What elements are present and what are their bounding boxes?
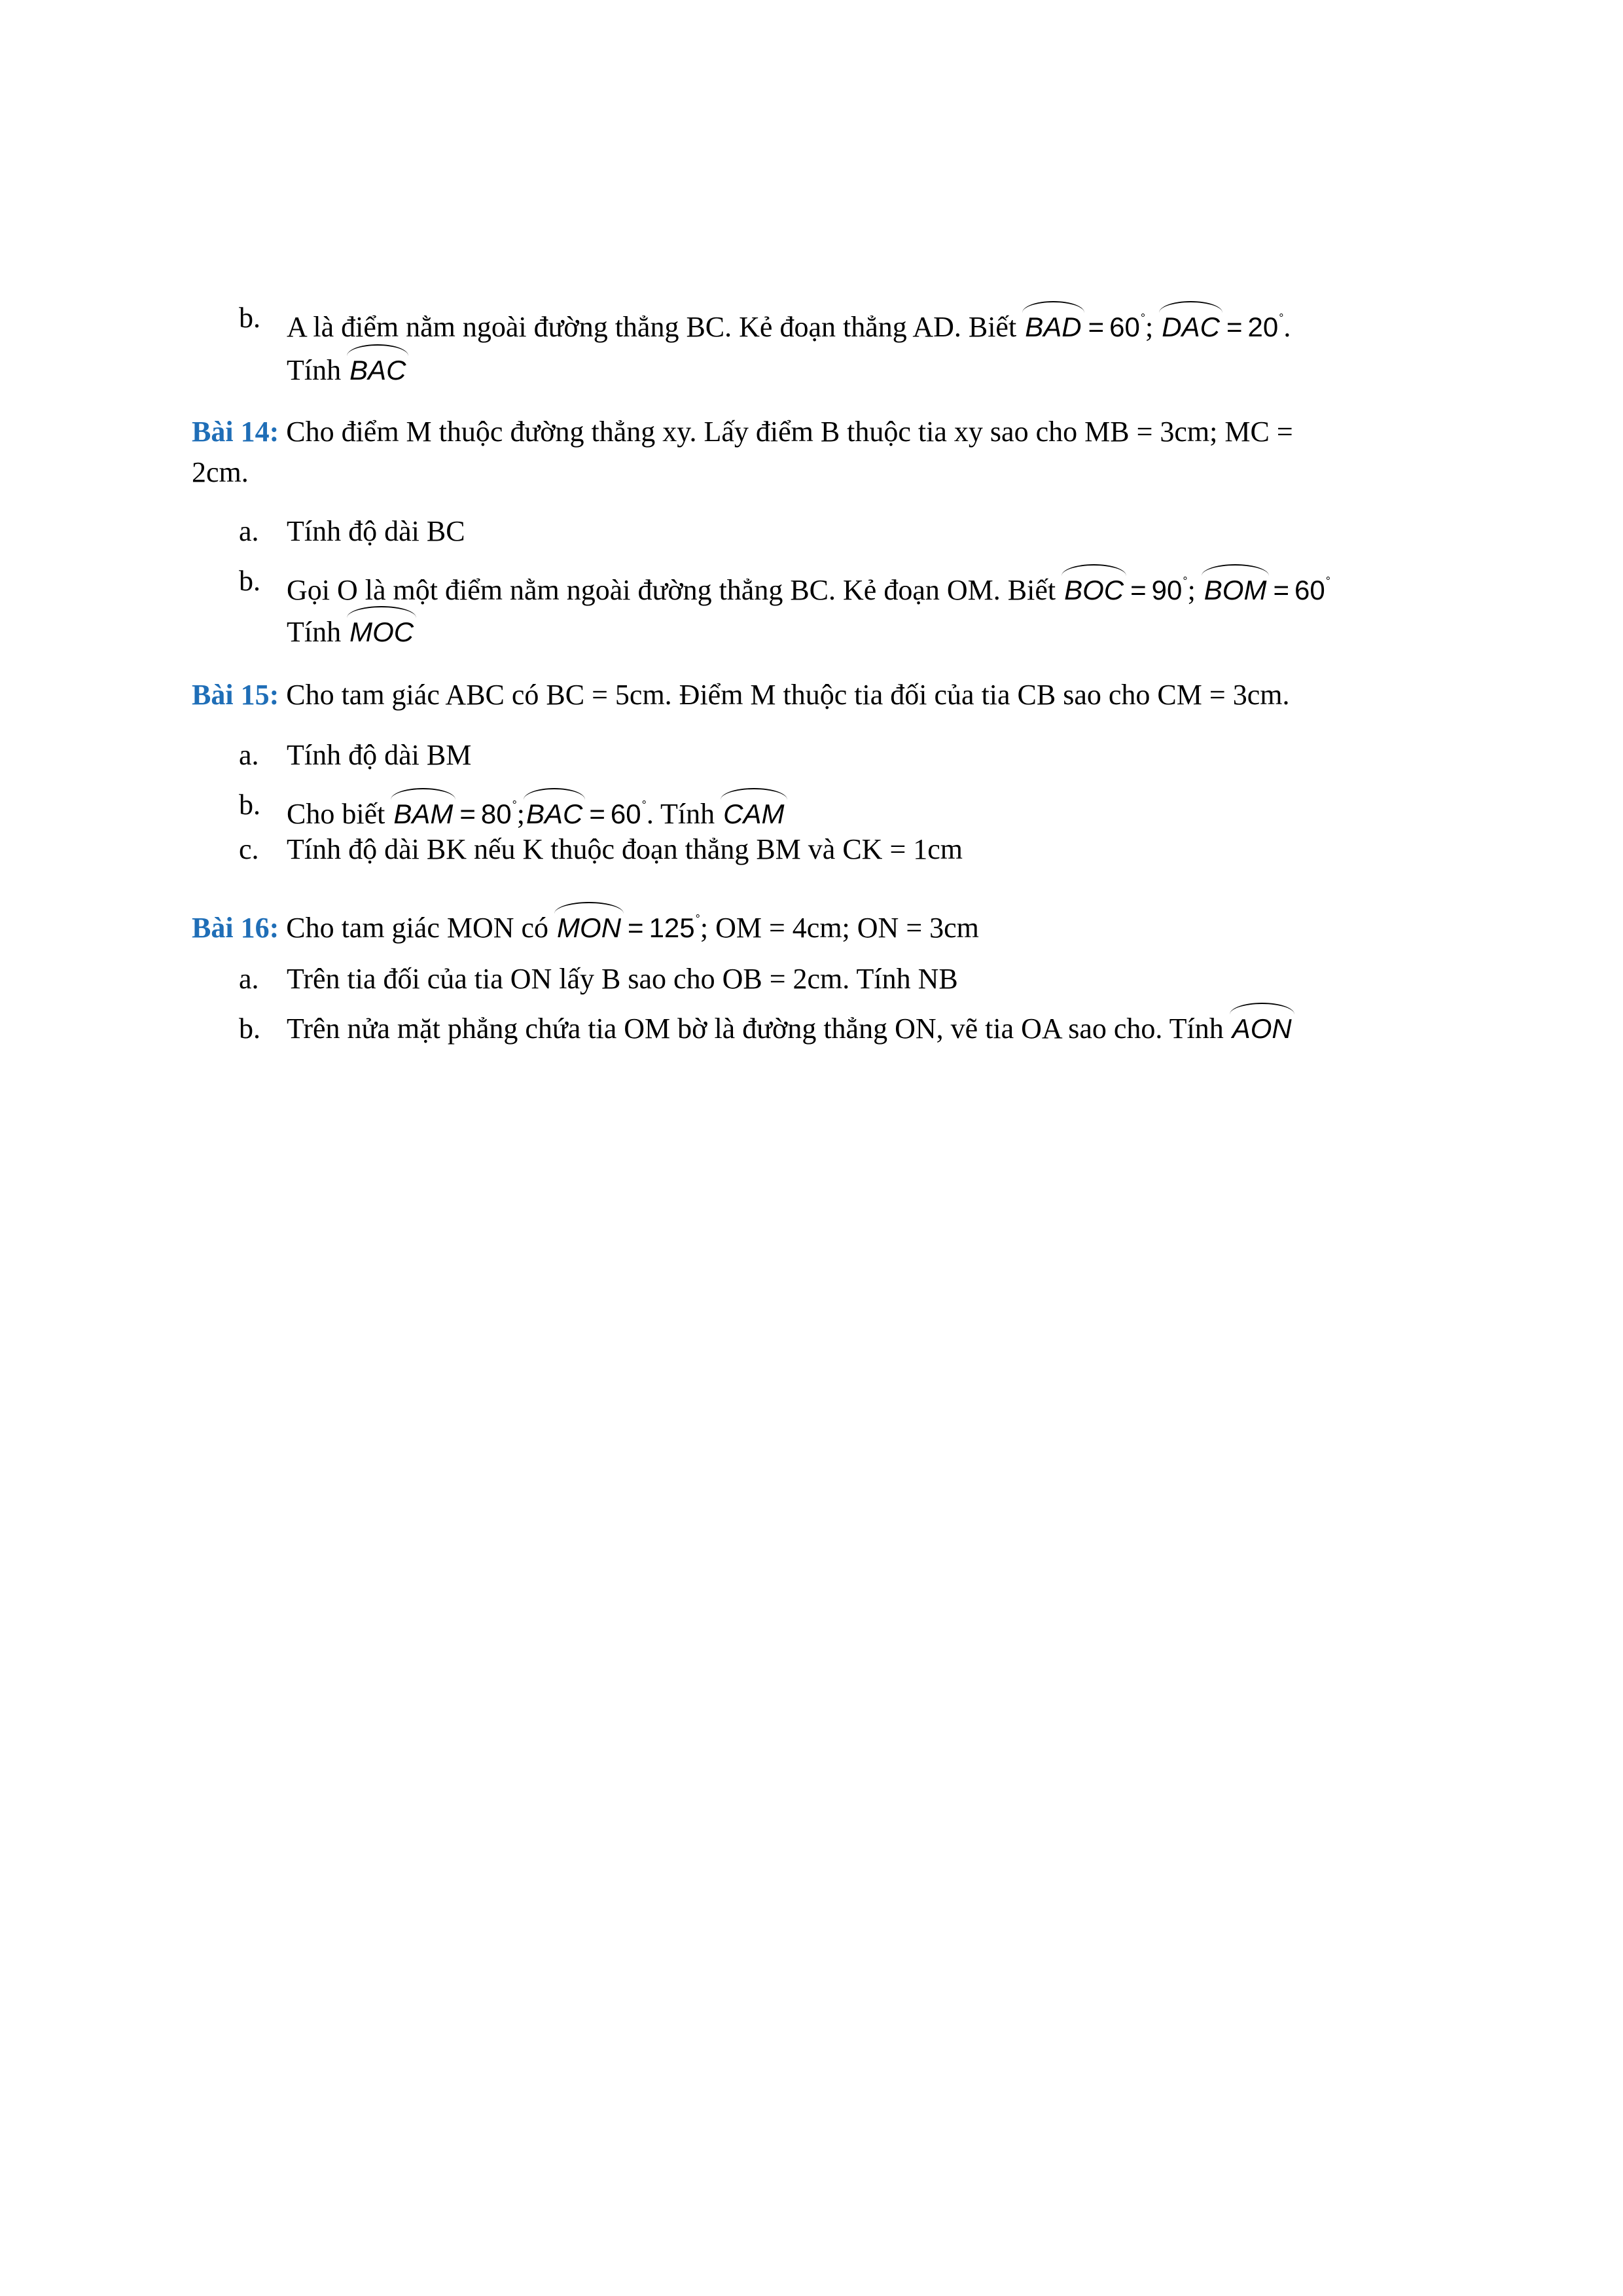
bai15-c-label: c. <box>239 833 259 865</box>
bai14-a-label: a. <box>239 515 259 547</box>
angle-boc: BOC <box>1063 571 1125 610</box>
bai16-a-text: Trên tia đối của tia ON lấy B sao cho OB = 2cm. Tính NB <box>287 963 958 995</box>
angle-bad: BAD <box>1024 308 1082 347</box>
bai14-a-text: Tính độ dài BC <box>287 515 465 547</box>
bai13-b-line1: A là điểm nằm ngoài đường thẳng BC. Kẻ đoạn thẳng AD. Biết BAD = 60°; DAC = 20°. <box>287 298 1291 347</box>
bai16-b-label: b. <box>239 1013 260 1045</box>
bai15-heading: Bài 15: <box>192 679 279 711</box>
angle-dac: DAC <box>1160 308 1221 347</box>
bai15-a-label: a. <box>239 739 259 771</box>
angle-bom: BOM <box>1203 571 1268 610</box>
bai14-heading: Bài 14: <box>192 416 279 448</box>
bai15-b-label: b. <box>239 789 260 821</box>
bai13-b-line2: Tính BAC <box>287 351 407 390</box>
bai14-statement: Bài 14: Cho điểm M thuộc đường thẳng xy. Lấy điểm B thuộc tia xy sao cho MB = 3cm; MC = <box>192 416 1293 448</box>
bai16-b-line: Trên nửa mặt phẳng chứa tia OM bờ là đường thẳng ON, vẽ tia OA sao cho. Tính AON <box>287 1009 1293 1049</box>
angle-aon: AON <box>1231 1009 1293 1049</box>
angle-mon: MON <box>556 908 622 948</box>
bai15-a-text: Tính độ dài BM <box>287 739 472 771</box>
bai14-b-line2: Tính MOC <box>287 613 415 652</box>
bai16-statement: Bài 16: Cho tam giác MON có MON = 125°; OM = 4cm; ON = 3cm <box>192 899 979 948</box>
bai15-statement: Bài 15: Cho tam giác ABC có BC = 5cm. Điểm M thuộc tia đối của tia CB sao cho CM = 3cm. <box>192 679 1290 711</box>
angle-bac: BAC <box>348 351 407 390</box>
bai16-a-label: a. <box>239 963 259 995</box>
bai14-b-label: b. <box>239 565 260 597</box>
bai13-b-label: b. <box>239 302 260 334</box>
bai15-b-line: Cho biết BAM = 80°;BAC = 60°. Tính CAM <box>287 785 786 834</box>
bai14-statement-cont: 2cm. <box>192 456 249 488</box>
bai13-b-text: A là điểm nằm ngoài đường thẳng BC. Kẻ đoạn thẳng AD. Biết <box>287 311 1017 343</box>
angle-bam: BAM <box>392 795 454 834</box>
bai15-c-text: Tính độ dài BK nếu K thuộc đoạn thẳng BM và CK = 1cm <box>287 833 963 865</box>
angle-bac-2: BAC <box>525 795 584 834</box>
angle-moc: MOC <box>348 613 415 652</box>
bai14-b-line1: Gọi O là một điểm nằm ngoài đường thẳng BC. Kẻ đoạn OM. Biết BOC = 90°; BOM = 60° <box>287 562 1330 610</box>
angle-cam: CAM <box>722 795 785 834</box>
bai16-heading: Bài 16: <box>192 912 279 944</box>
